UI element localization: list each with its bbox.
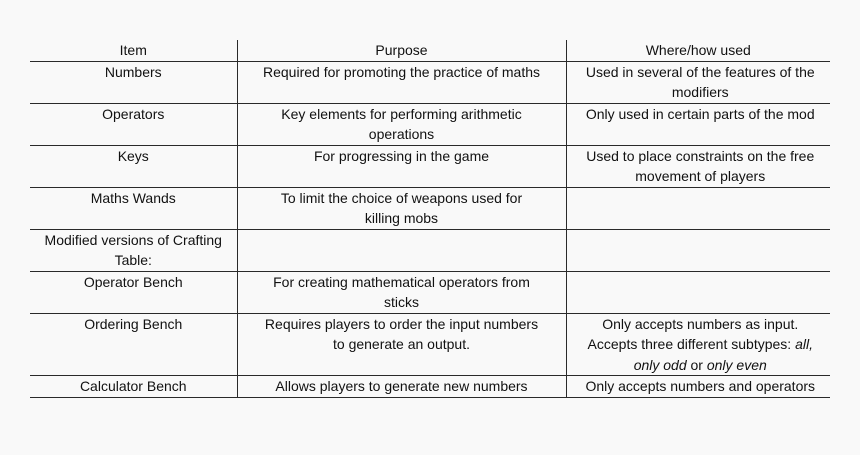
usage-line: Only accepts numbers and operators xyxy=(585,378,816,394)
purpose-cell xyxy=(237,229,566,271)
usage-line: movement of players xyxy=(635,168,766,184)
usage-text: or xyxy=(686,356,707,373)
purpose-cell xyxy=(237,271,566,313)
usage-cell xyxy=(566,103,830,145)
table-row xyxy=(30,229,830,271)
usage-cell xyxy=(566,376,830,398)
purpose-line: sticks xyxy=(384,294,419,310)
table-row xyxy=(30,187,830,229)
usage-cell xyxy=(566,229,830,271)
table-row xyxy=(30,271,830,313)
header-row xyxy=(30,40,830,61)
table-row xyxy=(30,145,830,187)
usage-cell xyxy=(566,313,830,376)
purpose-cell xyxy=(237,313,566,376)
item-cell: Calculator Bench xyxy=(30,376,237,398)
usage-line: Only accepts numbers as input. xyxy=(602,315,799,332)
usage-line: Only used in certain parts of the mod xyxy=(585,105,815,122)
usage-line: Used to place constraints on the free xyxy=(586,147,815,164)
item-cell: Keys xyxy=(30,145,237,187)
item-cell: Ordering Bench xyxy=(30,313,237,376)
usage-line xyxy=(571,334,831,355)
item-cell: Operators xyxy=(30,103,237,145)
usage-line: Used in several of the features of the xyxy=(585,63,815,80)
usage-text: Accepts three different subtypes: xyxy=(587,336,796,352)
item-cell: Operator Bench xyxy=(30,271,237,313)
usage-cell xyxy=(566,271,830,313)
usage-emphasis: only odd xyxy=(633,356,687,373)
purpose-line: To limit the choice of weapons used for xyxy=(280,189,523,206)
table-row xyxy=(30,103,830,145)
header-item: Item xyxy=(30,40,237,61)
table-row xyxy=(30,313,830,376)
table-row xyxy=(30,376,830,398)
usage-emphasis: all, xyxy=(795,336,813,352)
purpose-line: For progressing in the game xyxy=(313,147,490,164)
header-purpose: Purpose xyxy=(237,40,566,61)
usage-emphasis: only even xyxy=(706,356,767,373)
usage-line xyxy=(571,355,831,376)
item-cell: Modified versions of Crafting Table: xyxy=(30,229,237,271)
item-cell: Numbers xyxy=(30,61,237,103)
purpose-line: to generate an output. xyxy=(333,336,470,352)
usage-cell xyxy=(566,145,830,187)
purpose-cell xyxy=(237,103,566,145)
usage-cell xyxy=(566,187,830,229)
purpose-line: Required for promoting the practice of maths xyxy=(262,63,541,80)
purpose-line: Key elements for performing arithmetic xyxy=(281,105,522,122)
purpose-cell xyxy=(237,376,566,398)
item-cell: Maths Wands xyxy=(30,187,237,229)
purpose-cell xyxy=(237,145,566,187)
purpose-cell xyxy=(237,61,566,103)
purpose-line: Allows players to generate new numbers xyxy=(275,378,528,394)
purpose-line: Requires players to order the input numbers xyxy=(264,315,539,332)
features-table xyxy=(30,40,830,398)
usage-line: modifiers xyxy=(671,84,729,100)
usage-cell xyxy=(566,61,830,103)
purpose-line: operations xyxy=(368,126,435,142)
table-row xyxy=(30,61,830,103)
purpose-cell xyxy=(237,187,566,229)
purpose-line: For creating mathematical operators from xyxy=(273,273,530,290)
header-where-how-used: Where/how used xyxy=(566,40,830,61)
purpose-line: killing mobs xyxy=(364,210,439,226)
